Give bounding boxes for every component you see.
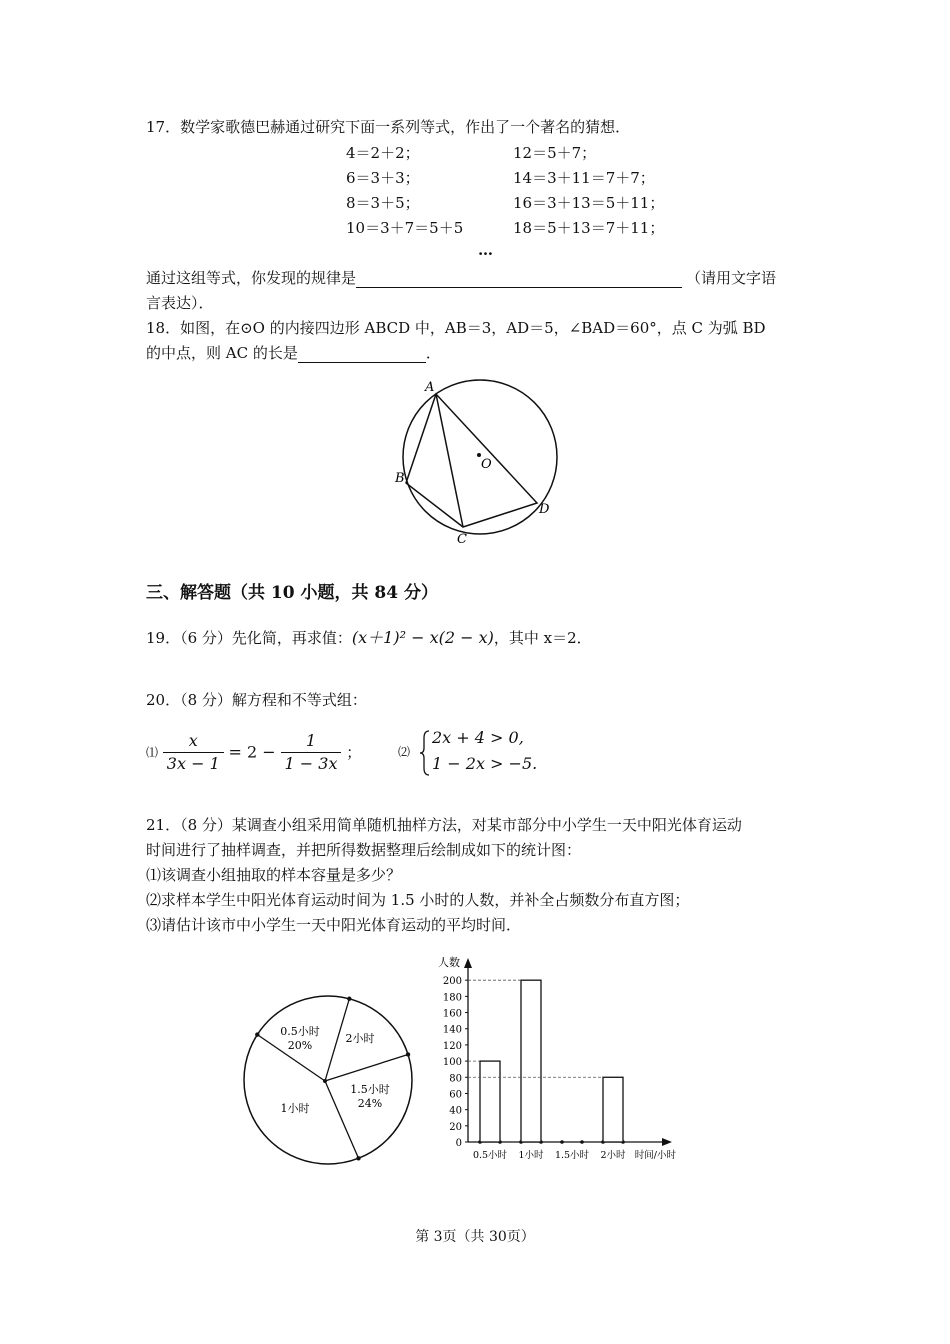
label-o: O [481, 457, 492, 472]
q20-fraction-1 [163, 730, 224, 775]
q21-line1: 21．（8 分）某调查小组采用简单随机抽样方法，对某市部分中小学生一天中阳光体育运动 [146, 816, 742, 834]
q17-prompt-text-2: （请用文字语 [686, 269, 777, 287]
pie-chart [240, 990, 420, 1170]
q21-line2: 时间进行了抽样调查，并把所得数据整理后绘制成如下的统计图： [146, 841, 582, 859]
label-c: C [457, 532, 467, 547]
pie-boundary-dot-0 [255, 1032, 259, 1036]
q18-line1: 18．如图，在⊙O 的内接四边形 ABCD 中，AB＝3，AD＝5，∠BAD＝60°，点 C 为弧 BD [146, 319, 766, 337]
pie-percent-0: 20% [287, 1039, 313, 1052]
x-axis-label: 时间/小时 [634, 1150, 676, 1161]
y-tick-label-9: 180 [442, 992, 462, 1004]
q17-ellipsis: … [478, 241, 493, 259]
q21-sub2: ⑵求样本学生中阳光体育运动时间为 1.5 小时的人数，并补全占频数分布直方图； [146, 891, 690, 909]
y-tick-label-7: 140 [442, 1024, 462, 1036]
q19-expression: (x＋1)² − x(2 − x) [351, 628, 494, 647]
q18-line2-end: ． [425, 344, 441, 362]
q21-sub1: ⑴该调查小组抽取的样本容量是多少？ [146, 866, 402, 884]
q17-eq-left-4: 10＝3＋7＝5＋5 [346, 219, 464, 237]
q17-intro: 17．数学家歌德巴赫通过研究下面一系列等式，作出了一个著名的猜想． [146, 118, 631, 136]
x-tick-dot-r-2 [580, 1140, 584, 1144]
x-tick-label-1: 1小时 [518, 1150, 544, 1161]
y-tick-label-5: 100 [442, 1057, 462, 1069]
q18-answer-blank[interactable] [298, 346, 426, 363]
pie-slice-2 [325, 1054, 408, 1081]
q17-prompt-text: 通过这组等式，你发现的规律是 [146, 269, 357, 287]
label-d: D [539, 502, 550, 517]
q20-frac2-den: 1 − 3x [284, 754, 338, 773]
x-tick-label-3: 2小时 [600, 1150, 626, 1161]
bar-chart [430, 950, 700, 1170]
q20-part1-mid: = 2 − [228, 742, 276, 762]
pie-boundary-dot-2 [406, 1052, 410, 1056]
pie-boundary-dot-3 [356, 1156, 360, 1160]
q17-prompt-end: 言表达）． [146, 294, 214, 312]
q20-part1-label: ⑴ [146, 745, 159, 760]
diagonal-ac [436, 394, 463, 527]
page-footer: 第 3页（共 30页） [415, 1229, 535, 1245]
pie-percent-2: 24% [357, 1097, 383, 1110]
q20-frac1-den: 3x − 1 [166, 754, 220, 773]
pie-label-0: 0.5小时 [280, 1025, 320, 1038]
y-tick-label-10: 200 [442, 976, 462, 988]
q19-tail: ，其中 x＝2． [493, 629, 592, 647]
bar-0 [480, 1061, 500, 1142]
y-axis-arrow [464, 958, 472, 968]
q20-ineq-2: 1 − 2x > −5. [432, 754, 538, 773]
pie-label-2: 1.5小时 [350, 1083, 390, 1096]
q21-sub3: ⑶请估计该市中小学生一天中阳光体育运动的平均时间． [146, 916, 522, 934]
q20-ineq-1: 2x + 4 > 0, [432, 728, 524, 747]
pie-label-3: 1小时 [280, 1102, 310, 1115]
q18-line2 [146, 343, 441, 363]
x-tick-dot-l-2 [560, 1140, 564, 1144]
q17-prompt [146, 268, 776, 288]
y-tick-label-6: 120 [442, 1040, 462, 1052]
y-tick-label-8: 160 [442, 1008, 462, 1020]
y-tick-label-1: 20 [449, 1121, 462, 1133]
q20-part2-label: ⑵ [398, 745, 411, 759]
q17-answer-blank[interactable] [356, 271, 682, 288]
q20-fraction-2 [281, 730, 342, 775]
q18-line2-text: 的中点，则 AC 的长是 [146, 344, 298, 362]
q20-brace [420, 730, 430, 776]
x-axis-arrow [662, 1138, 672, 1146]
x-tick-label-0: 0.5小时 [472, 1150, 508, 1161]
q19 [146, 628, 592, 648]
pie-label-1: 2小时 [345, 1032, 375, 1045]
q20-frac1-num: x [163, 730, 224, 753]
q20-text: 20．（8 分）解方程和不等式组： [146, 691, 367, 709]
q17-eq-right-3: 16＝3＋13＝5＋11； [513, 194, 665, 212]
y-tick-label-2: 40 [449, 1105, 462, 1117]
bar-3 [603, 1077, 623, 1142]
q20-part1 [146, 730, 361, 775]
q17-eq-left-2: 6＝3＋3； [346, 169, 420, 187]
y-axis-label: 人数 [438, 956, 460, 969]
q20-frac2-num: 1 [281, 730, 342, 753]
label-b: B [395, 471, 405, 486]
q20-part1-end: ； [346, 743, 362, 762]
circle-o [403, 380, 557, 534]
label-a: A [425, 380, 435, 395]
q18-circle-figure [385, 375, 565, 550]
bar-1 [521, 980, 541, 1142]
q19-text: 19．（6 分）先化简，再求值： [146, 629, 352, 647]
q17-eq-left-1: 4＝2＋2； [346, 144, 420, 162]
q17-eq-right-1: 12＝5＋7； [513, 144, 597, 162]
pie-boundary-dot-1 [347, 997, 351, 1001]
y-tick-label-4: 80 [449, 1073, 462, 1085]
quadrilateral-abcd [406, 394, 537, 527]
y-tick-label-3: 60 [449, 1089, 462, 1101]
q17-eq-left-3: 8＝3＋5； [346, 194, 420, 212]
q17-eq-right-4: 18＝5＋13＝7＋11； [513, 219, 665, 237]
q17-eq-right-2: 14＝3＋11＝7＋7； [513, 169, 655, 187]
y-tick-label-0: 0 [455, 1138, 462, 1149]
x-tick-label-2: 1.5小时 [554, 1150, 590, 1161]
pie-center [323, 1079, 327, 1083]
section-3-title: 三、解答题（共 10 小题，共 84 分） [146, 583, 438, 603]
